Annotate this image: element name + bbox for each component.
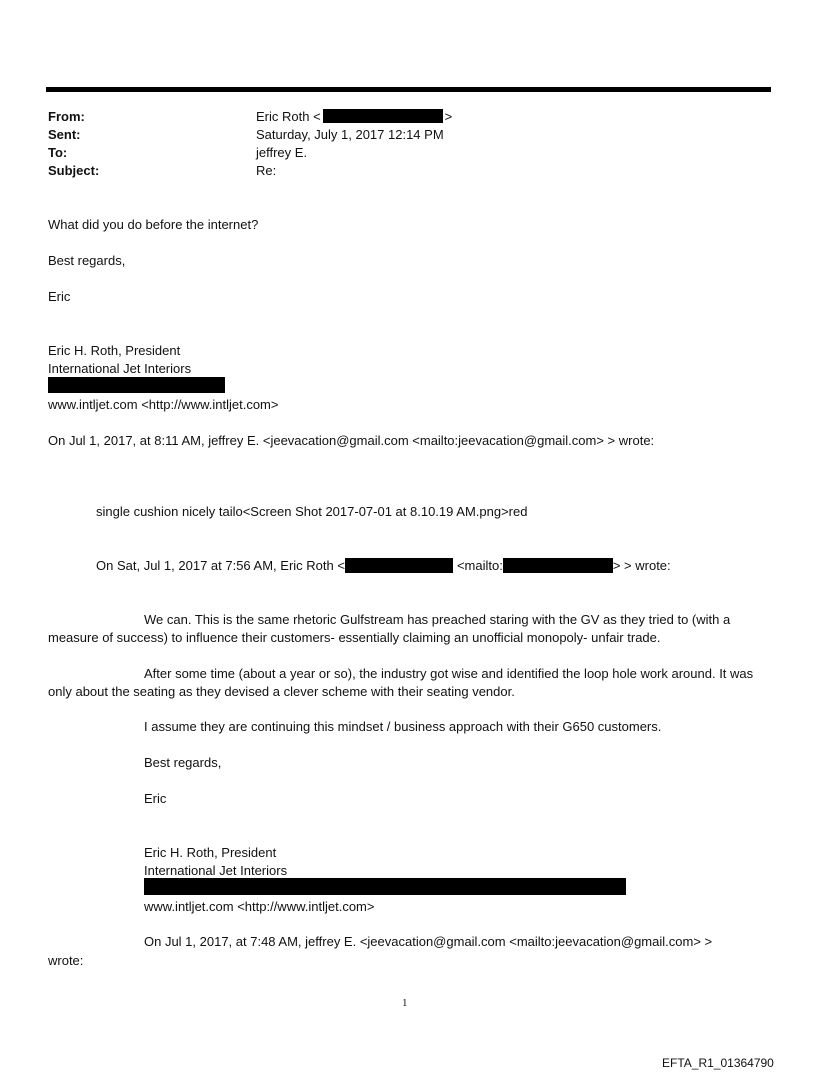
to-value: jeffrey E. xyxy=(256,145,308,160)
to-label: To: xyxy=(48,145,68,160)
quote1-body: single cushion nicely tailo<Screen Shot 2017-07-01 at 8.10.19 AM.png>red xyxy=(96,504,528,519)
quote2-paragraph: After some time (about a year or so), the industry got wise and identified the loop hole work around. It was only about the seating as they devised a clever scheme with their seating vendor. xyxy=(48,666,754,699)
signature-company: International Jet Interiors xyxy=(48,361,192,376)
quote2-signature-title: Eric H. Roth, President xyxy=(144,845,277,860)
quote2-header-prefix: On Sat, Jul 1, 2017 at 7:56 AM, Eric Roth < xyxy=(96,558,345,573)
signature-title: Eric H. Roth, President xyxy=(48,343,181,358)
reply-line: What did you do before the internet? xyxy=(48,217,259,232)
redaction-bar xyxy=(345,558,453,573)
subject-label: Subject: xyxy=(48,163,100,178)
redaction-bar xyxy=(48,377,225,393)
sent-value: Saturday, July 1, 2017 12:14 PM xyxy=(256,127,444,142)
quote2-name: Eric xyxy=(144,791,167,806)
quote3-wrote: wrote: xyxy=(48,953,84,968)
from-label: From: xyxy=(48,109,85,124)
quote2-header-mid: <mailto: xyxy=(456,558,503,573)
document-id: EFTA_R1_01364790 xyxy=(662,1056,774,1070)
redaction-bar xyxy=(323,109,443,123)
page-number: 1 xyxy=(402,997,408,1009)
header-rule xyxy=(46,87,771,92)
quote2-signature-website: www.intljet.com <http://www.intljet.com> xyxy=(144,899,375,914)
signature-website: www.intljet.com <http://www.intljet.com> xyxy=(48,397,279,412)
quote1-header: On Jul 1, 2017, at 8:11 AM, jeffrey E. <jeevacation@gmail.com <mailto:jeevacation@gmail.com> > wrote: xyxy=(48,433,655,448)
quote2-header xyxy=(96,557,671,574)
redaction-bar xyxy=(144,878,626,895)
reply-name: Eric xyxy=(48,289,71,304)
subject-value: Re: xyxy=(256,163,277,178)
quote2-paragraph: We can. This is the same rhetoric Gulfstream has preached staring with the GV as they tried to (with a measure of success) to influence their customers- essentially claiming an unofficial monopoly- unfair trade. xyxy=(48,612,731,645)
quote2-header-suffix: > > wrote: xyxy=(612,558,671,573)
sent-label: Sent: xyxy=(48,127,81,142)
redaction-bar xyxy=(503,558,613,573)
from-value xyxy=(256,108,452,125)
reply-regards: Best regards, xyxy=(48,253,126,268)
quote2-signature-company: International Jet Interiors xyxy=(144,863,288,878)
quote3-header: On Jul 1, 2017, at 7:48 AM, jeffrey E. <jeevacation@gmail.com <mailto:jeevacation@gmail.com> > xyxy=(144,934,713,949)
quote2-paragraph: I assume they are continuing this mindset / business approach with their G650 customers. xyxy=(144,719,662,734)
from-suffix: > xyxy=(444,109,453,124)
quote2-regards: Best regards, xyxy=(144,755,222,770)
from-name: Eric Roth < xyxy=(256,109,321,124)
